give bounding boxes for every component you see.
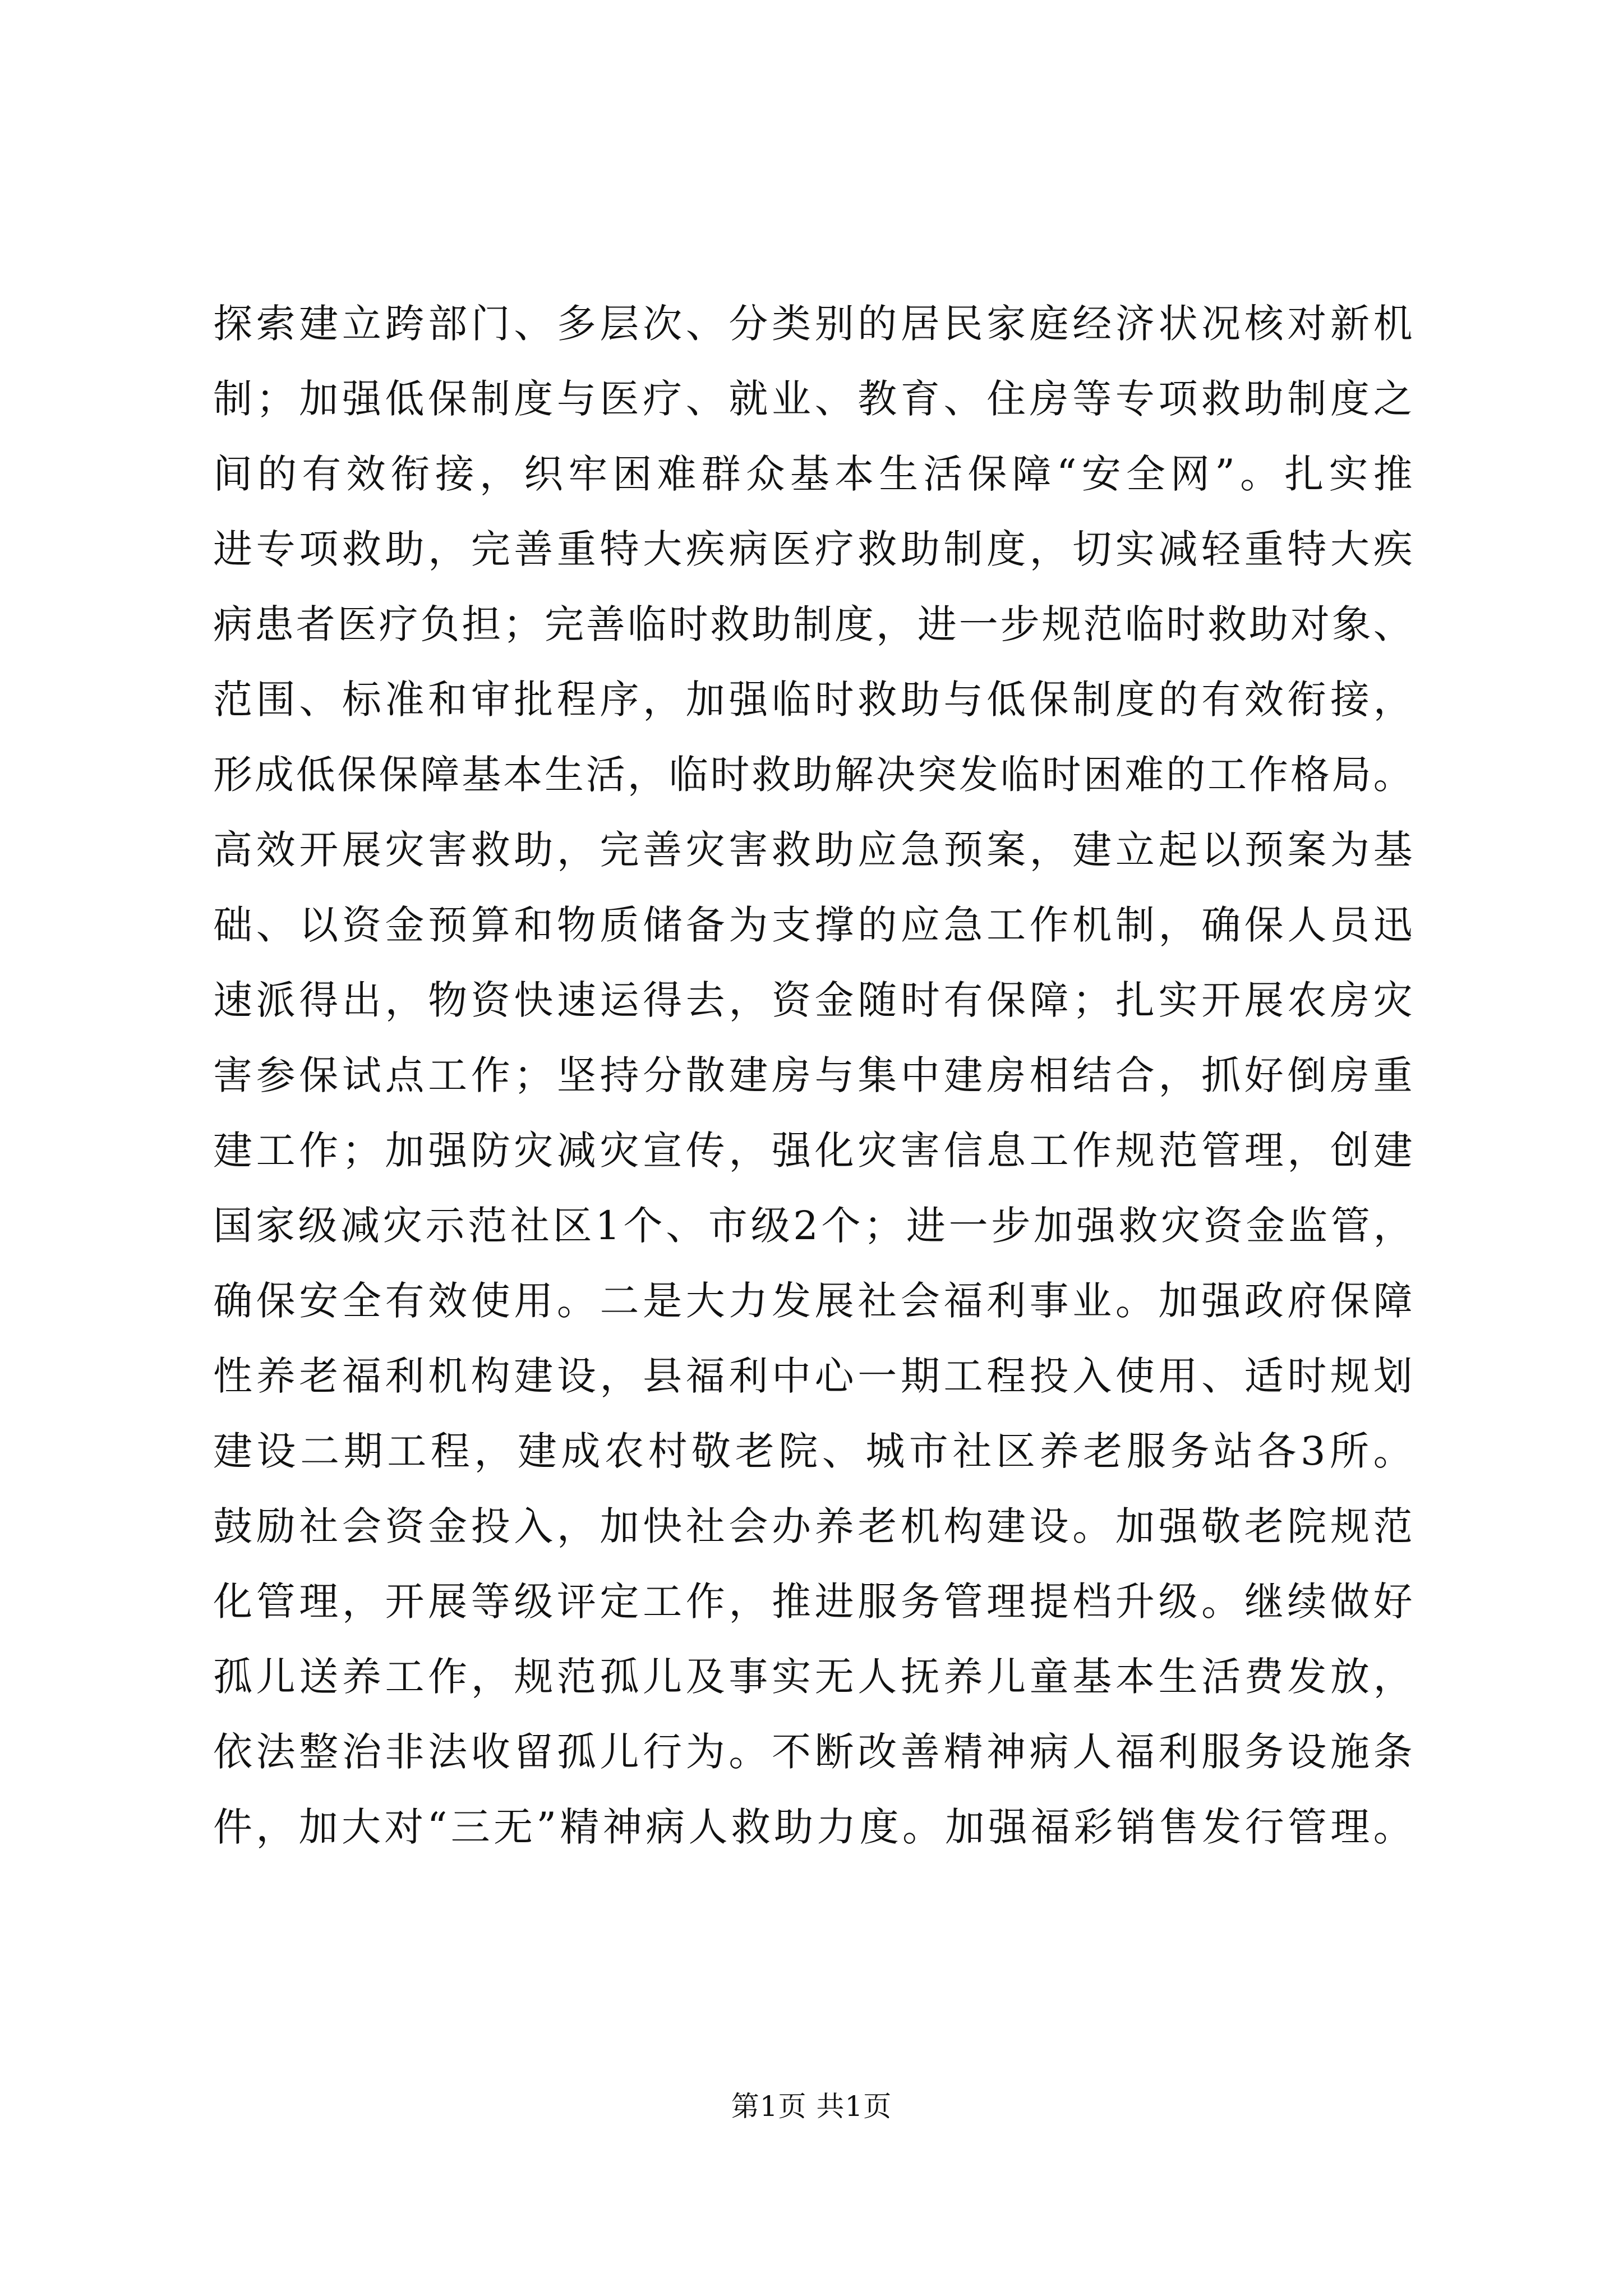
document-body [213, 286, 1413, 1865]
text-line: 孤儿送养工作，规范孤儿及事实无人抚养儿童基本生活费发放， [213, 1654, 1413, 1700]
text-line: 国家级减灾示范社区1个、市级2个；进一步加强救灾资金监管， [213, 1203, 1413, 1249]
text-line: 础、以资金预算和物质储备为支撑的应急工作机制，确保人员迅 [213, 902, 1413, 948]
text-line: 建工作；加强防灾减灾宣传，强化灾害信息工作规范管理，创建 [213, 1128, 1413, 1174]
text-line: 依法整治非法收留孤儿行为。不断改善精神病人福利服务设施条 [213, 1729, 1413, 1775]
text-line: 形成低保保障基本生活，临时救助解决突发临时困难的工作格局。 [213, 752, 1413, 798]
text-line: 进专项救助，完善重特大疾病医疗救助制度，切实减轻重特大疾 [213, 526, 1413, 572]
text-line: 件，加大对“三无”精神病人救助力度。加强福彩销售发行管理。 [213, 1804, 1413, 1850]
text-line: 性养老福利机构建设，县福利中心一期工程投入使用、适时规划 [213, 1353, 1413, 1399]
text-line: 鼓励社会资金投入，加快社会办养老机构建设。加强敬老院规范 [213, 1503, 1413, 1549]
text-line: 间的有效衔接，织牢困难群众基本生活保障“安全网”。扎实推 [213, 451, 1413, 497]
page-footer: 第1页 共1页 [731, 2090, 892, 2123]
text-line: 速派得出，物资快速运得去，资金随时有保障；扎实开展农房灾 [213, 977, 1413, 1023]
text-line: 高效开展灾害救助，完善灾害救助应急预案，建立起以预案为基 [213, 827, 1413, 873]
text-line: 病患者医疗负担；完善临时救助制度，进一步规范临时救助对象、 [213, 601, 1413, 647]
text-line: 探索建立跨部门、多层次、分类别的居民家庭经济状况核对新机 [213, 301, 1413, 347]
text-line: 制；加强低保制度与医疗、就业、教育、住房等专项救助制度之 [213, 376, 1413, 422]
text-line: 范围、标准和审批程序，加强临时救助与低保制度的有效衔接， [213, 677, 1413, 723]
text-line: 建设二期工程，建成农村敬老院、城市社区养老服务站各3所。 [213, 1428, 1413, 1474]
text-line: 害参保试点工作；坚持分散建房与集中建房相结合，抓好倒房重 [213, 1052, 1413, 1098]
text-line: 确保安全有效使用。二是大力发展社会福利事业。加强政府保障 [213, 1278, 1413, 1324]
text-line: 化管理，开展等级评定工作，推进服务管理提档升级。继续做好 [213, 1579, 1413, 1625]
